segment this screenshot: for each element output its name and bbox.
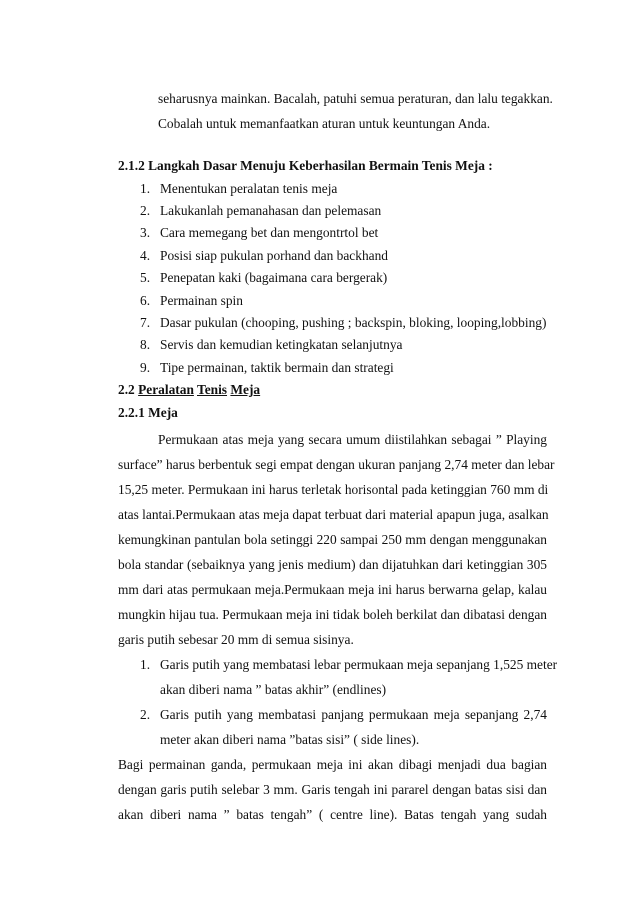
paragraph-line: mungkin hijau tua. Permukaan meja ini tidak boleh berkilat dan dibatasi dengan [118,607,547,622]
paragraph-line: dengan garis putih selebar 3 mm. Garis tengah ini pararel dengan batas sisi dan [118,782,547,797]
heading-word: Meja [230,382,261,397]
list-number: 6. [140,293,151,308]
list-text: Menentukan peralatan tenis meja [160,181,338,196]
list-text: Posisi siap pukulan porhand dan backhand [160,248,388,263]
paragraph-line: akan diberi nama ” batas tengah” ( centre line). Batas tengah yang sudah [118,807,547,822]
list-number: 1. [140,181,151,196]
intro-line-2: Cobalah untuk memanfaatkan aturan untuk keuntungan Anda. [158,116,491,131]
intro-line-1: seharusnya mainkan. Bacalah, patuhi semua peraturan, dan lalu tegakkan. [158,91,553,106]
paragraph-line: surface” harus berbentuk segi empat dengan ukuran panjang 2,74 meter dan lebar [118,457,555,472]
paragraph-line: Permukaan atas meja yang secara umum diistilahkan sebagai ” Playing [158,432,547,447]
list-number: 2. [140,203,151,218]
heading-word: Peralatan [138,382,194,397]
list-text: Lakukanlah pemanahasan dan pelemasan [160,203,382,218]
paragraph-line: Bagi permainan ganda, permukaan meja ini akan dibagi menjadi dua bagian [118,757,547,772]
paragraph-line: mm dari atas permukaan meja.Permukaan meja ini harus berwarna gelap, kalau [118,582,547,597]
list-number: 5. [140,270,151,285]
paragraph-line: kemungkinan pantulan bola setinggi 220 sampai 250 mm dengan menggunakan [118,532,547,547]
list-text: Cara memegang bet dan mengontrtol bet [160,225,379,240]
list-number: 3. [140,225,151,240]
heading-word: Tenis [197,382,228,397]
section-2-1-2-heading: 2.1.2 Langkah Dasar Menuju Keberhasilan Bermain Tenis Meja : [118,158,493,173]
list-text: akan diberi nama ” batas akhir” (endlines) [160,682,387,697]
list-number: 8. [140,337,151,352]
paragraph-line: 15,25 meter. Permukaan ini harus terletak horisontal pada ketinggian 760 mm di [118,482,549,497]
list-number: 4. [140,248,151,263]
list-number: 9. [140,360,151,375]
section-2-2-1-heading: 2.2.1 Meja [118,405,178,420]
section-number: 2.2 [118,382,135,397]
list-text: Permainan spin [160,293,243,308]
list-number: 2. [140,707,151,722]
list-text: Penepatan kaki (bagaimana cara bergerak) [160,270,388,285]
list-text: Garis putih yang membatasi lebar permukaan meja sepanjang 1,525 meter [160,657,558,672]
list-text: Garis putih yang membatasi panjang permukaan meja sepanjang 2,74 [160,707,547,722]
list-text: Servis dan kemudian ketingkatan selanjutnya [160,337,403,352]
paragraph-line: garis putih sebesar 20 mm di semua sisinya. [118,632,354,647]
list-text: Dasar pukulan (chooping, pushing ; backspin, bloking, looping,lobbing) [160,315,547,330]
list-text: meter akan diberi nama ”batas sisi” ( side lines). [160,732,420,747]
list-text: Tipe permainan, taktik bermain dan strategi [160,360,394,375]
list-number: 7. [140,315,151,330]
section-2-2-heading [118,377,260,402]
paragraph-line: bola standar (sebaiknya yang jenis medium) dan dijatuhkan dari ketinggian 305 [118,557,547,572]
list-number: 1. [140,657,151,672]
paragraph-line: atas lantai.Permukaan atas meja dapat terbuat dari material apapun juga, asalkan [118,507,549,522]
